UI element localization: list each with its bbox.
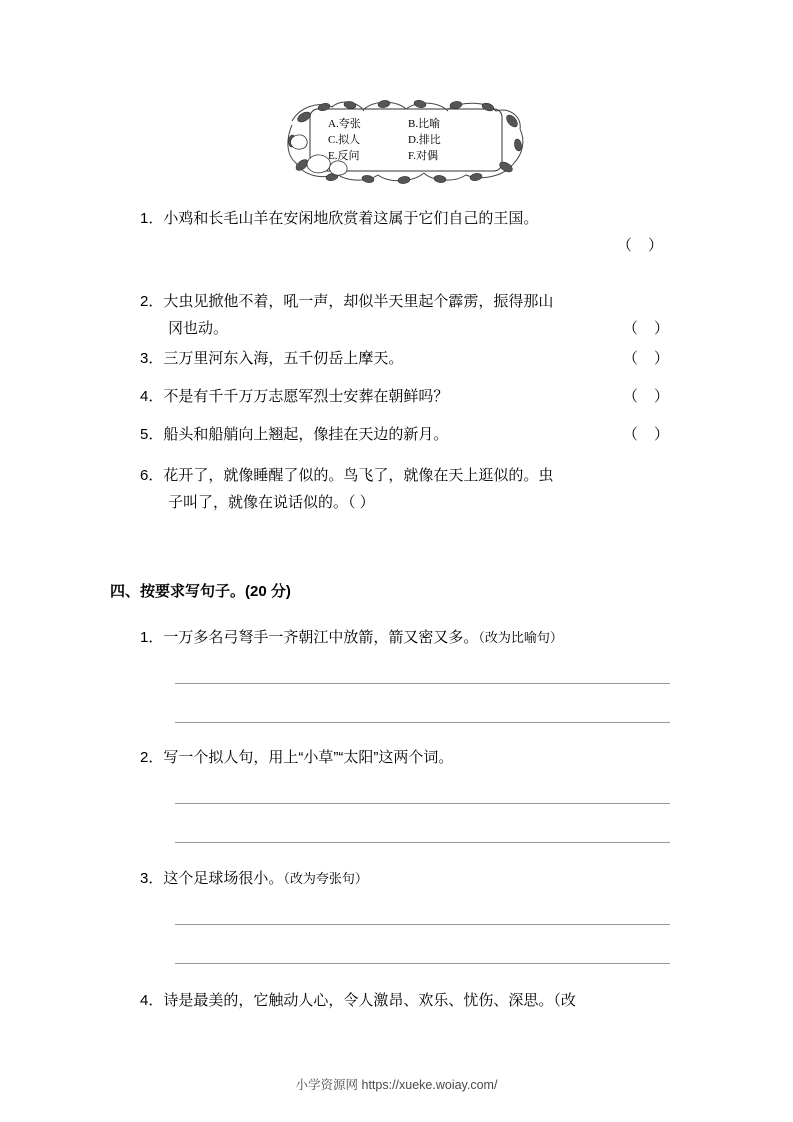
option-item: B.比喻 (408, 118, 441, 130)
answer-line[interactable] (175, 886, 670, 925)
option-item: A.夸张 (328, 118, 361, 130)
question-text: 一万多名弓弩手一齐朝江中放箭，箭又密又多。 (163, 629, 479, 646)
answer-line[interactable] (175, 925, 670, 964)
question-item (140, 421, 675, 448)
option-list (328, 117, 488, 164)
question-text: 船头和船艄向上翘起，像挂在天边的新月。 (163, 426, 449, 443)
question-text: 花开了，就像睡醒了似的。鸟飞了，就像在天上逛似的。虫 (163, 467, 554, 484)
question-item (140, 205, 675, 259)
question-note: （改为比喻句） (478, 630, 563, 645)
section-heading-text: 四、按要求写句子。 (110, 583, 246, 600)
options-frame-box (280, 95, 532, 187)
section-score: (20 分) (245, 583, 291, 600)
question-number: 4． (140, 388, 164, 405)
answer-bracket[interactable]: （ ） (622, 388, 675, 405)
question-number: 6． (140, 467, 164, 484)
question-item (140, 462, 675, 516)
question-number: 3． (140, 350, 164, 367)
question-number: 1． (140, 629, 164, 646)
answer-bracket[interactable]: （ ） (616, 237, 669, 254)
footer-watermark (0, 1075, 793, 1093)
option-item: C.拟人 (328, 134, 361, 146)
answer-lines (175, 886, 670, 964)
question-item (140, 345, 675, 372)
question-number: 2． (140, 749, 164, 766)
question-number: 4． (140, 992, 164, 1009)
question-note: （改 (553, 992, 576, 1009)
question-text: 大虫见掀他不着，吼一声，却似半天里起个霹雳，振得那山 (163, 293, 554, 310)
answer-lines (175, 765, 670, 843)
question-text-continued: 冈也动。 (168, 320, 229, 337)
option-item: D.排比 (408, 134, 441, 146)
question-text-continued-wrap (140, 489, 675, 516)
question-text: 小鸡和长毛山羊在安闲地欣赏着这属于它们自己的王国。 (163, 210, 539, 227)
question-text: 写一个拟人句，用上“小草”“太阳”这两个词。 (163, 749, 454, 766)
option-item: E.反问 (328, 150, 360, 162)
question-item (140, 383, 675, 410)
question-item (140, 288, 675, 342)
answer-line[interactable] (175, 765, 670, 804)
question-text: 诗是最美的，它触动人心，令人激昂、欢乐、忧伤、深思。 (163, 992, 554, 1009)
answer-line[interactable] (175, 684, 670, 723)
question-text: 这个足球场很小。 (163, 870, 284, 887)
section-heading (110, 580, 291, 601)
answer-bracket[interactable]: （ ） (622, 350, 675, 367)
answer-lines (175, 645, 670, 723)
footer-text: 小学资源网 https://xueke.woiay.com/ (295, 1078, 498, 1092)
question-number: 3． (140, 870, 164, 887)
question-number: 1． (140, 210, 164, 227)
option-item: F.对偶 (408, 150, 438, 162)
question-number: 2． (140, 293, 164, 310)
question-number: 5． (140, 426, 164, 443)
question-text-continued[interactable]: 子叫了，就像在说话似的。（ ） (168, 494, 375, 511)
answer-bracket[interactable]: （ ） (622, 320, 675, 337)
question-text: 三万里河东入海，五千仞岳上摩天。 (163, 350, 404, 367)
answer-line[interactable] (175, 804, 670, 843)
answer-bracket[interactable]: （ ） (622, 426, 675, 443)
writing-question (140, 988, 675, 1014)
question-note: （改为夸张句） (283, 871, 368, 886)
question-text: 不是有千千万万志愿军烈士安葬在朝鲜吗？ (163, 388, 449, 405)
answer-line[interactable] (175, 645, 670, 684)
